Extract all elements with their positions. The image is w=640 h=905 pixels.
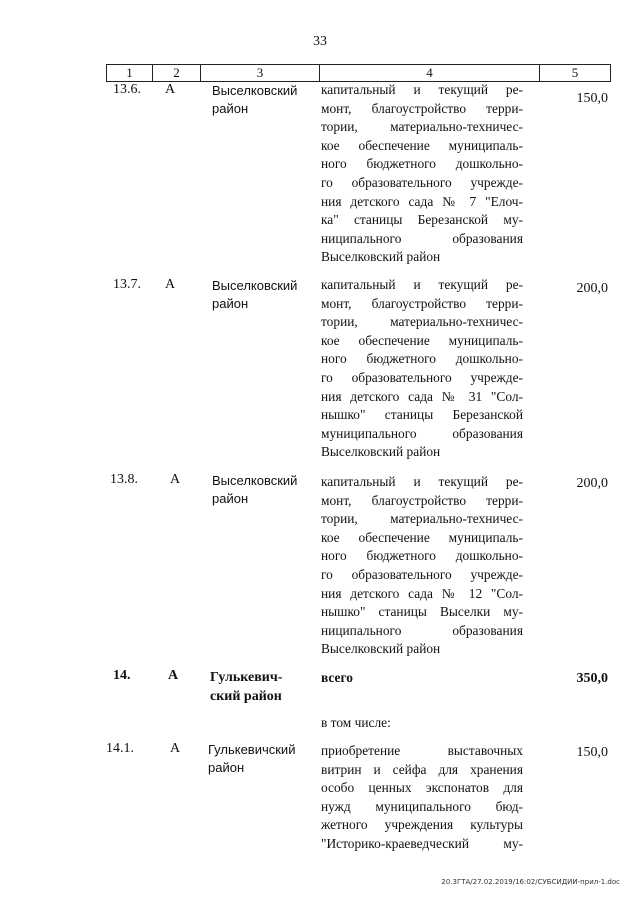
district-line: район (208, 760, 245, 775)
description-line: ниципального образования (321, 622, 523, 638)
district-line: ский район (210, 689, 282, 704)
row-description (321, 81, 523, 267)
row-amount: 350,0 (576, 671, 608, 686)
row-district (212, 277, 312, 313)
district-line: Гулькевичский (208, 742, 296, 757)
row-description (321, 742, 523, 854)
row-description (321, 473, 523, 659)
district-line: Выселковский (212, 83, 298, 98)
header-cell-2: 2 (153, 65, 201, 81)
sub-label: в том числе: (321, 715, 391, 730)
row-district (210, 668, 310, 706)
row-category: А (170, 472, 181, 487)
row-description (321, 276, 523, 462)
description-line: капитальный и текущий ре- (321, 474, 523, 489)
description-line: го образовательного учрежде- (321, 369, 523, 385)
description-line: ного бюджетного дошкольно- (321, 548, 523, 564)
document-footer: 20.3ГТА/27.02.2019/16:02/СУБСИДИИ-прил-1.doc (441, 878, 620, 886)
description-line: Выселковский район (321, 641, 441, 657)
header-cell-4: 4 (320, 65, 540, 81)
description-line: тории, материально-техничес- (321, 119, 523, 135)
description-line: монт, благоустройство терри- (321, 295, 523, 311)
row-amount: 200,0 (576, 476, 608, 491)
row-category: А (165, 82, 176, 97)
district-line: район (212, 101, 249, 116)
description-line: ния детского сада № 31 "Сол- (321, 388, 523, 404)
description-line: тории, материально-техничес- (321, 314, 523, 330)
description-line: приобретение выставочных (321, 743, 523, 758)
district-line: Выселковский (212, 473, 298, 488)
description-line: кое обеспечение муниципаль- (321, 332, 523, 348)
row-district (212, 82, 312, 118)
district-line: Выселковский (212, 278, 298, 293)
description-line: го образовательного учрежде- (321, 566, 523, 582)
row-category: А (168, 668, 179, 683)
description-line: монт, благоустройство терри- (321, 100, 523, 116)
description-line: витрин и сейфа для хранения (321, 761, 523, 777)
row-number: 13.6. (113, 82, 141, 97)
header-cell-3: 3 (201, 65, 320, 81)
header-cell-5: 5 (571, 65, 579, 80)
row-number: 14.1. (106, 741, 134, 756)
description-line: кое обеспечение муниципаль- (321, 137, 523, 153)
description-line: муниципального образования (321, 425, 523, 441)
description-line: тории, материально-техничес- (321, 511, 523, 527)
description-line: ка" станицы Березанской му- (321, 212, 523, 228)
header-cell-1: 1 (107, 65, 153, 81)
description-line: Выселковский район (321, 249, 441, 265)
row-district (208, 741, 308, 777)
row-category: А (165, 277, 176, 292)
row-number: 13.8. (110, 472, 138, 487)
table-header-row (106, 64, 611, 82)
description-line: особо ценных экспонатов для (321, 780, 523, 796)
description-line: капитальный и текущий ре- (321, 82, 523, 97)
row-number: 14. (113, 668, 131, 683)
row-category: А (170, 741, 181, 756)
description-line: монт, благоустройство терри- (321, 492, 523, 508)
description-line: нышко" станицы Выселки му- (321, 604, 523, 620)
district-line: Гулькевич- (210, 670, 283, 685)
description-line: ного бюджетного дошкольно- (321, 351, 523, 367)
row-amount: 150,0 (576, 745, 608, 760)
row-description (321, 669, 523, 688)
row-district (212, 472, 312, 508)
description-line: жетного учреждения культуры (321, 817, 523, 833)
page-number: 33 (313, 34, 327, 49)
description-line: ниципального образования (321, 230, 523, 246)
row-amount: 200,0 (576, 281, 608, 296)
description-line: капитальный и текущий ре- (321, 277, 523, 292)
description-line: ного бюджетного дошкольно- (321, 156, 523, 172)
row-number: 13.7. (113, 277, 141, 292)
description-line: кое обеспечение муниципаль- (321, 529, 523, 545)
district-line: район (212, 296, 249, 311)
description-line: го образовательного учрежде- (321, 174, 523, 190)
description-line: всего (321, 670, 353, 685)
description-line: нужд муниципального бюд- (321, 798, 523, 814)
description-line: ния детского сада № 7 "Елоч- (321, 193, 523, 209)
description-line: Выселковский район (321, 444, 441, 460)
description-line: ния детского сада № 12 "Сол- (321, 585, 523, 601)
description-line: "Историко-краеведческий му- (321, 835, 523, 851)
district-line: район (212, 491, 249, 506)
row-amount: 150,0 (576, 91, 608, 106)
description-line: нышко" станицы Березанской (321, 407, 523, 423)
